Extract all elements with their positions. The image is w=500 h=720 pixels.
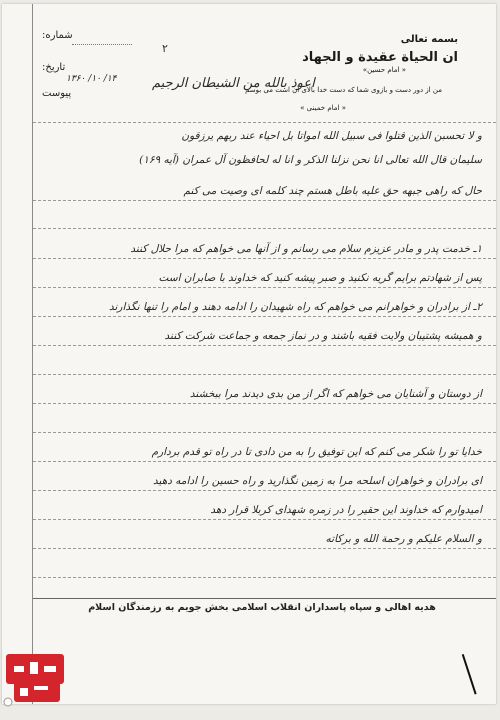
ruled-line — [33, 403, 496, 404]
handwritten-line: امیدوارم که خداوند این حقیر را در زمره شهدای کربلا قرار دهد — [210, 504, 482, 516]
handwritten-line: سلیمان قال الله تعالی انا نحن نزلنا الذکر و انا له لحافظون آل عمران (آیه ۱۶۹) — [139, 154, 482, 166]
handwritten-page-mark — [462, 651, 484, 694]
handwritten-line: از دوستان و آشنایان می خواهم که اگر از من بدی دیدند مرا ببخشند — [189, 388, 482, 400]
handwritten-title: اعوذ بالله من الشیطان الرجیم — [152, 76, 315, 91]
page-number: ۲ — [162, 42, 168, 55]
footer-rule — [33, 598, 496, 599]
ruled-line — [33, 287, 496, 288]
footer-dedication: هدیه اهالی و سپاه پاسداران انقلاب اسلامی بخش جویم به رزمندگان اسلام — [88, 602, 436, 613]
ruled-line — [33, 228, 496, 229]
handwritten-line: و السلام علیکم و رحمة الله و برکاته — [325, 533, 482, 545]
ruled-line — [33, 258, 496, 259]
header-quote: من از دور دست و بازوی شما که دست خدا بالای آن است می بوسم — [245, 86, 442, 94]
registry-number-label: شماره: — [42, 30, 73, 41]
handwritten-line: ای برادران و خواهران اسلحه مرا به زمین نگذارید و راه حسین را ادامه دهید — [153, 475, 482, 487]
ruled-line — [33, 519, 496, 520]
registry-date-label: تاریخ: — [42, 62, 66, 73]
page-mark-text — [464, 654, 465, 655]
registry-date-value: ۱۴/ ۱۰/ ۱۳۶۰ — [66, 74, 117, 84]
ruled-line — [33, 122, 496, 123]
handwritten-line: پس از شهادتم برایم گریه نکنید و صبر پیشه کنید که خداوند با صابران است — [158, 272, 482, 284]
ruled-line — [33, 577, 496, 578]
ruled-line — [33, 432, 496, 433]
ruled-line — [33, 548, 496, 549]
handwritten-line: و لا تحسبن الذین قتلوا فی سبیل الله امواتا بل احیاء عند ربهم یرزقون — [181, 130, 482, 142]
quote-attribution: « امام حسین» — [362, 66, 406, 74]
ruled-line — [33, 374, 496, 375]
handwritten-line: ۱ـ خدمت پدر و مادر عزیزم سلام می رسانم و از آنها می خواهم که مرا حلال کنند — [130, 243, 482, 255]
handwritten-line: و همیشه پشتیبان ولایت فقیه باشند و در نماز جمعه و جماعت شرکت کنند — [164, 330, 482, 342]
document-page — [2, 4, 496, 704]
quote-attribution: « امام خمینی » — [300, 104, 346, 112]
handwritten-line: خدایا تو را شکر می کنم که این توفیق را به من دادی تا در راه تو قدم بردارم — [151, 446, 482, 458]
basmala-heading: بسمه تعالی — [400, 34, 458, 45]
ruled-line — [33, 490, 496, 491]
margin-line — [32, 4, 33, 704]
handwritten-line: حال که راهی جبهه حق علیه باطل هستم چند کلمه ای وصیت می کنم — [183, 185, 482, 197]
ruled-line — [33, 461, 496, 462]
logo-dot — [4, 698, 12, 706]
ruled-line — [33, 200, 496, 201]
handwritten-line: ۲ـ از برادران و خواهرانم می خواهم که راه شهیدان را ادامه دهند و امام را تنها نگذارند — [108, 301, 482, 313]
navid-shahed-logo — [0, 650, 70, 710]
slogan-heading: ان الحیاة عقیدة و الجهاد — [302, 50, 458, 65]
registry-number-line — [72, 44, 132, 45]
ruled-line — [33, 316, 496, 317]
ruled-line — [33, 345, 496, 346]
registry-attachment-label: پیوست — [42, 88, 72, 99]
